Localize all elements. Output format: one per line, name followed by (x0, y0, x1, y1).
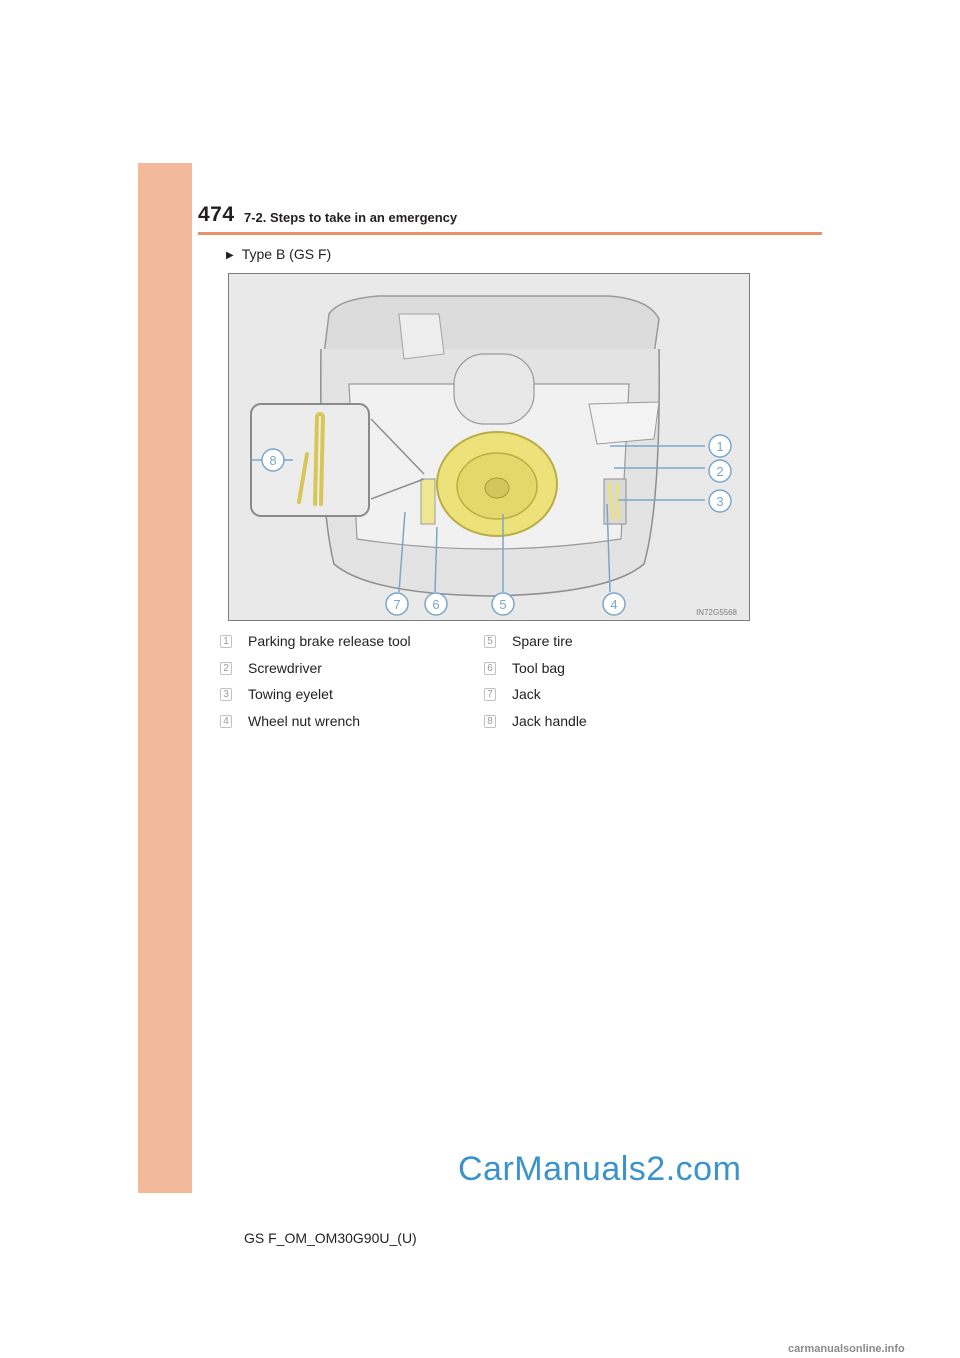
page-number: 474 (198, 203, 235, 226)
footer-site: carmanualsonline.info (788, 1343, 905, 1355)
section-title: 7-2. Steps to take in an emergency (244, 210, 458, 225)
trunk-drawing (229, 274, 749, 620)
legend-item-3 (220, 686, 333, 702)
legend-item-2 (220, 660, 322, 676)
trunk-lid-outline (324, 296, 659, 354)
legend-item-1 (220, 633, 411, 649)
legend-label: Screwdriver (248, 660, 322, 676)
trunk-illustration (228, 273, 750, 621)
legend-label: Jack (512, 686, 541, 702)
legend-badge: 8 (484, 715, 496, 728)
legend-label: Wheel nut wrench (248, 713, 361, 729)
callout-8: 8 (269, 453, 277, 468)
caption-arrow-icon: ▶ (226, 250, 234, 261)
legend-item-5 (484, 633, 573, 649)
caption-text: Type B (GS F) (241, 246, 332, 262)
legend-badge: 4 (220, 715, 232, 728)
watermark-logo: CarManuals2.com (458, 1150, 742, 1188)
spare-tire-hub (485, 478, 509, 498)
trunk-panel-right (589, 402, 659, 444)
legend-badge: 5 (484, 635, 496, 648)
trunk-panel-left (399, 314, 444, 359)
legend-label: Tool bag (512, 660, 565, 676)
legend-item-7 (484, 686, 541, 702)
callout-1: 1 (716, 439, 724, 454)
legend-badge: 6 (484, 662, 496, 675)
callout-3: 3 (716, 494, 724, 509)
callout-5: 5 (499, 597, 507, 612)
image-code: IN72G5568 (696, 608, 737, 617)
legend-label: Parking brake release tool (248, 633, 411, 649)
callout-6: 6 (432, 597, 440, 612)
tool-bar-2 (617, 482, 619, 520)
callout-2: 2 (716, 464, 724, 479)
legend-item-4 (220, 713, 360, 729)
legend-badge: 7 (484, 688, 496, 701)
legend-label: Towing eyelet (248, 686, 333, 702)
legend-label: Jack handle (512, 713, 587, 729)
legend-badge: 1 (220, 635, 232, 648)
rear-seat-headrest (454, 354, 534, 424)
footer-code: GS F_OM_OM30G90U_(U) (244, 1230, 417, 1246)
figure-caption (226, 246, 331, 262)
callout-7: 7 (393, 597, 401, 612)
legend-item-6 (484, 660, 565, 676)
legend-item-8 (484, 713, 587, 729)
jack-shape (421, 479, 435, 524)
header-rule (198, 232, 822, 235)
legend-label: Spare tire (512, 633, 573, 649)
legend-badge: 3 (220, 688, 232, 701)
chapter-sidebar-tab (138, 163, 192, 1193)
legend-badge: 2 (220, 662, 232, 675)
callout-4: 4 (610, 597, 618, 612)
